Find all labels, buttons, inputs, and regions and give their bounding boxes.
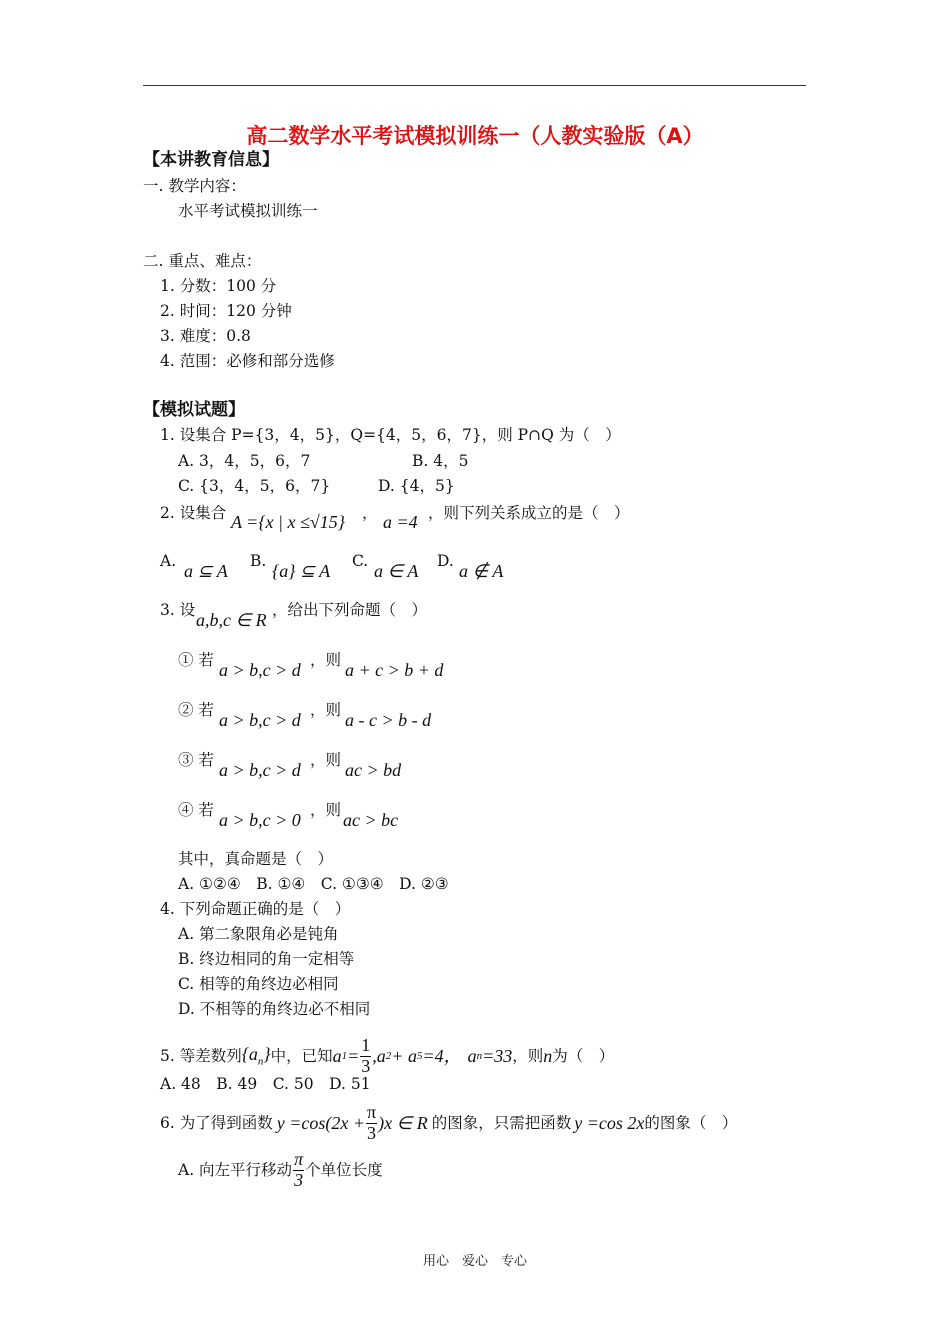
q3-prop-then: ，则 bbox=[310, 701, 342, 719]
q5-seq-close: } bbox=[263, 1043, 271, 1064]
q3-prop-result: a - c > b - d bbox=[345, 710, 432, 730]
document-title: 高二数学水平考试模拟训练一（人教实验版（A） bbox=[246, 124, 704, 148]
q2-label-b: B. bbox=[250, 552, 267, 570]
q6-suffix: 的图象（ ） bbox=[644, 1114, 738, 1132]
q1-option-c: C. {3，4，5，6，7} bbox=[178, 477, 331, 495]
q6-option-a-den: 3 bbox=[294, 1169, 304, 1190]
q6-func2: y =cos 2x bbox=[574, 1112, 645, 1133]
q5-condition bbox=[333, 1036, 513, 1077]
q3-prop-label: ① 若 bbox=[178, 651, 214, 669]
q6-den: 3 bbox=[367, 1122, 377, 1143]
q6-option-a bbox=[178, 1150, 383, 1191]
q1-option-b: B. 4，5 bbox=[412, 452, 469, 470]
q6-option-a-fraction bbox=[293, 1150, 304, 1191]
q5-stem bbox=[160, 1036, 614, 1077]
q3-ask: 其中，真命题是（ ） bbox=[178, 850, 334, 868]
q6-option-a-pi: π bbox=[294, 1149, 304, 1169]
q2-label-d: D. bbox=[437, 552, 454, 570]
q3-suffix: ，给出下列命题（ ） bbox=[272, 601, 428, 619]
q2-option-c: a ∈ A bbox=[374, 561, 419, 581]
q5-known: 中，已知 bbox=[270, 1047, 333, 1065]
q6-prefix: 6. 为了得到函数 bbox=[160, 1114, 273, 1132]
q5-seq-sub: n bbox=[257, 1055, 264, 1068]
q3-vars: a,b,c ∈ R bbox=[196, 610, 267, 630]
q6-fraction bbox=[366, 1103, 377, 1144]
q5-eq4: =4， bbox=[422, 1045, 462, 1066]
q5-then: ，则 bbox=[512, 1047, 544, 1065]
q4-option-c: C. 相等的角终边必相同 bbox=[178, 975, 339, 993]
q5-prefix: 5. 等差数列 bbox=[160, 1047, 242, 1065]
q5-frac-den: 3 bbox=[361, 1055, 371, 1076]
q3-prop-result: a + c > b + d bbox=[345, 660, 444, 680]
q2-label-a: A. bbox=[160, 552, 177, 570]
q3-prop-label: ③ 若 bbox=[178, 751, 214, 769]
info-2-item: 3. 难度：0.8 bbox=[160, 327, 251, 345]
q2-a-expression: a =4 bbox=[383, 512, 418, 532]
header-rule bbox=[143, 85, 806, 86]
q2-label-c: C. bbox=[352, 552, 369, 570]
q1-stem: 1. 设集合 P={3，4，5}，Q={4，5，6，7}，则 P∩Q 为（ ） bbox=[160, 426, 621, 444]
q1-option-a: A. 3，4，5，6，7 bbox=[178, 452, 311, 470]
q3-prop-cond: a > b,c > d bbox=[219, 660, 301, 680]
info-2-item: 4. 范围：必修和部分选修 bbox=[160, 352, 335, 370]
q3-prop-result: ac > bd bbox=[345, 760, 402, 780]
info-1-heading: 一. 教学内容： bbox=[143, 177, 246, 195]
q1-option-d: D. {4，5} bbox=[378, 477, 455, 495]
q6-option-a-prefix: A. 向左平行移动 bbox=[178, 1161, 293, 1179]
q5-a2: ,a bbox=[372, 1045, 386, 1066]
q5-a2-sub: 2 bbox=[385, 1049, 392, 1062]
q4-option-a: A. 第二象限角必是钝角 bbox=[178, 925, 339, 943]
q5-a5-sub: 5 bbox=[416, 1049, 423, 1062]
q5-a1-sub: 1 bbox=[341, 1049, 348, 1062]
info-1-text: 水平考试模拟训练一 bbox=[178, 202, 318, 220]
section-info-heading: 【本讲教育信息】 bbox=[143, 150, 279, 170]
section-exam-heading: 【模拟试题】 bbox=[143, 400, 245, 420]
q5-options: A. 48 B. 49 C. 50 D. 51 bbox=[160, 1075, 371, 1093]
q5-frac-num: 1 bbox=[361, 1035, 371, 1055]
q3-options: A. ①②④ B. ①④ C. ①③④ D. ②③ bbox=[178, 875, 449, 893]
q5-n: n bbox=[543, 1045, 553, 1066]
q5-plus-a5: + a bbox=[391, 1045, 417, 1066]
q5-sequence bbox=[242, 1044, 271, 1069]
q3-prop-label: ④ 若 bbox=[178, 801, 214, 819]
q3-prop-then: ，则 bbox=[310, 751, 342, 769]
q6-stem bbox=[160, 1103, 737, 1144]
q4-option-d: D. 不相等的角终边必不相同 bbox=[178, 1000, 371, 1018]
q5-an: a bbox=[467, 1045, 477, 1066]
q2-comma: ， bbox=[362, 504, 378, 522]
q2-prefix: 2. 设集合 bbox=[160, 504, 227, 522]
q3-prop-then: ，则 bbox=[310, 651, 342, 669]
q6-mid: 的图象，只需把函数 bbox=[431, 1114, 572, 1132]
q2-option-a: a ⊆ A bbox=[184, 561, 228, 581]
q2-option-d: a ∉ A bbox=[459, 561, 504, 581]
q5-seq-open: {a bbox=[241, 1043, 258, 1064]
q6-func1-a: y =cos(2x + bbox=[276, 1112, 365, 1133]
q3-prop-label: ② 若 bbox=[178, 701, 214, 719]
q6-option-a-suffix: 个单位长度 bbox=[305, 1161, 383, 1179]
q3-prop-then: ，则 bbox=[310, 801, 342, 819]
q3-prop-cond: a > b,c > 0 bbox=[219, 810, 301, 830]
info-2-item: 1. 分数：100 分 bbox=[160, 277, 277, 295]
q6-func1-b: )x ∈ R bbox=[378, 1112, 428, 1133]
q5-an-sub: n bbox=[476, 1049, 483, 1062]
q2-set-expression: A ={x | x ≤√15} bbox=[231, 512, 345, 532]
info-2-heading: 二. 重点、难点： bbox=[143, 252, 262, 270]
q2-option-b: {a} ⊆ A bbox=[272, 561, 331, 581]
q5-fraction bbox=[360, 1036, 371, 1077]
q3-prefix: 3. 设 bbox=[160, 601, 196, 619]
info-2-item: 2. 时间：120 分钟 bbox=[160, 302, 292, 320]
q5-a1: a bbox=[332, 1045, 342, 1066]
q3-prop-cond: a > b,c > d bbox=[219, 760, 301, 780]
q4-option-b: B. 终边相同的角一定相等 bbox=[178, 950, 355, 968]
q5-eq33: =33 bbox=[482, 1045, 513, 1066]
page-footer: 用心 爱心 专心 bbox=[422, 1254, 527, 1269]
q5-suffix: 为（ ） bbox=[552, 1047, 615, 1065]
q3-prop-cond: a > b,c > d bbox=[219, 710, 301, 730]
q6-func1 bbox=[277, 1103, 428, 1144]
q5-eq: = bbox=[347, 1045, 360, 1066]
q6-pi: π bbox=[366, 1102, 377, 1122]
q2-suffix: ，则下列关系成立的是（ ） bbox=[428, 504, 630, 522]
q3-prop-result: ac > bc bbox=[343, 810, 399, 830]
q4-stem: 4. 下列命题正确的是（ ） bbox=[160, 900, 351, 918]
